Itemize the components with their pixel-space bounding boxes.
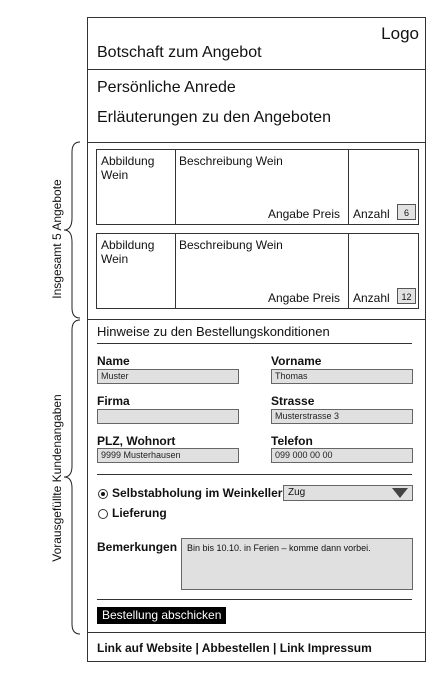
telefon-label: Telefon — [271, 434, 313, 448]
name-label: Name — [97, 354, 130, 368]
remarks-textarea[interactable]: Bin bis 10.10. in Ferien – komme dann vorbei. — [181, 538, 413, 590]
logo: Logo — [381, 24, 419, 43]
firma-input[interactable] — [97, 409, 239, 424]
salutation: Persönliche Anrede — [97, 79, 236, 96]
strasse-input[interactable]: Musterstrasse 3 — [271, 409, 413, 424]
offer-card — [96, 233, 419, 309]
offer-card — [96, 149, 419, 225]
offer-description: Beschreibung Wein — [179, 238, 283, 252]
telefon-input[interactable]: 099 000 00 00 — [271, 448, 413, 463]
offer-price: Angabe Preis — [267, 291, 340, 305]
remarks-label: Bemerkungen — [97, 540, 178, 554]
offer-qty-label: Anzahl — [353, 291, 390, 305]
pickup-location-value: Zug — [288, 487, 306, 498]
delivery-radio[interactable] — [98, 509, 108, 519]
offer-qty-input[interactable]: 6 — [397, 204, 416, 220]
plz-input[interactable]: 9999 Musterhausen — [97, 448, 239, 463]
firma-label: Firma — [97, 394, 130, 408]
offers-count-label: Insgesamt 5 Angebote — [50, 179, 64, 299]
offer-description: Beschreibung Wein — [179, 154, 283, 168]
plz-label: PLZ, Wohnort — [97, 434, 176, 448]
pickup-location-select[interactable] — [283, 485, 413, 501]
offer-qty-label: Anzahl — [353, 207, 390, 221]
vorname-input[interactable]: Thomas — [271, 369, 413, 384]
vorname-label: Vorname — [271, 354, 322, 368]
offer-image-placeholder: Abbildung Wein — [101, 238, 155, 266]
delivery-label: Lieferung — [112, 506, 167, 520]
name-input[interactable]: Muster — [97, 369, 239, 384]
footer-links[interactable]: Link auf Website | Abbestellen | Link Impressum — [97, 641, 372, 655]
order-conditions-heading: Hinweise zu den Bestellungskonditionen — [97, 324, 330, 339]
customer-data-label: Vorausgefüllte Kundenangaben — [50, 394, 64, 562]
offer-image-placeholder: Abbildung Wein — [101, 154, 155, 182]
offer-explanation: Erläuterungen zu den Angeboten — [97, 109, 331, 126]
pickup-radio[interactable] — [98, 489, 108, 499]
dropdown-arrow-icon — [392, 488, 408, 498]
email-mockup — [87, 17, 426, 662]
offer-price: Angabe Preis — [267, 207, 340, 221]
submit-order-button[interactable]: Bestellung abschicken — [97, 607, 226, 624]
header-title: Botschaft zum Angebot — [97, 44, 262, 61]
offer-qty-input[interactable]: 12 — [397, 288, 416, 304]
strasse-label: Strasse — [271, 394, 315, 408]
pickup-label: Selbstabholung im Weinkeller — [112, 486, 283, 500]
